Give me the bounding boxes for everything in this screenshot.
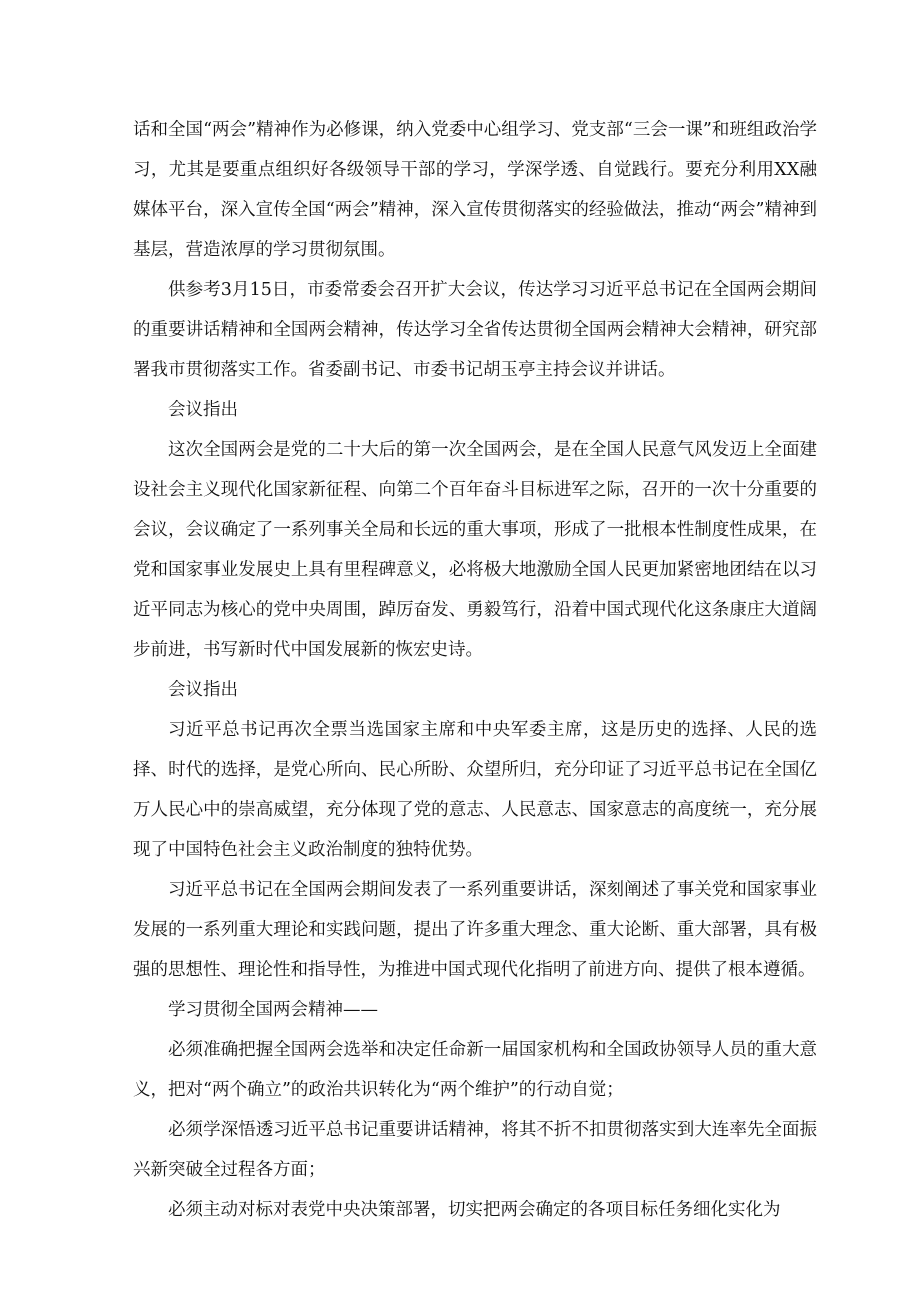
- paragraph-important-speeches: 习近平总书记在全国两会期间发表了一系列重要讲话，深刻阐述了事关党和国家事业发展的一系列重大理论和实践问题，提出了许多重大理念、重大论断、重大部署，具有极强的思想性、理论性和指导性，为推进中国式现代化指明了前进方向、提供了根本遵循。: [133, 880, 817, 980]
- paragraph-must-align: 必须主动对标对表党中央决策部署，切实把两会确定的各项目标任务细化实化为: [168, 1200, 781, 1220]
- paragraph-meeting-summary: 供参考3月15日，市委常委会召开扩大会议，传达学习习近平总书记在全国两会期间的重要讲话精神和全国两会精神，传达学习全省传达贯彻全国两会精神大会精神，研究部署我市贯彻落实工作。省委副书记、市委书记胡玉亭主持会议并讲话。: [133, 280, 817, 380]
- paragraph-must-grasp: 必须准确把握全国两会选举和决定任命新一届国家机构和全国政协领导人员的重大意义，把对“两个确立”的政治共识转化为“两个维护”的行动自觉；: [133, 1040, 817, 1100]
- section-heading-meeting-noted-1: 会议指出: [168, 400, 238, 420]
- paragraph-two-sessions-significance: 这次全国两会是党的二十大后的第一次全国两会，是在全国人民意气风发迈上全面建设社会主义现代化国家新征程、向第二个百年奋斗目标进军之际，召开的一次十分重要的会议，会议确定了一系列事关全局和长远的重大事项，形成了一批根本性制度性成果，在党和国家事业发展史上具有里程碑意义，必将极大地激励全国人民更加紧密地团结在以习近平同志为核心的党中央周围，踔厉奋发、勇毅笃行，沿着中国式现代化这条康庄大道阔步前进，书写新时代中国发展新的恢宏史诗。: [133, 440, 817, 660]
- paragraph-reelection: 习近平总书记再次全票当选国家主席和中央军委主席，这是历史的选择、人民的选择、时代的选择，是党心所向、民心所盼、众望所归，充分印证了习近平总书记在全国亿万人民心中的崇高威望，充分体现了党的意志、人民意志、国家意志的高度统一，充分展现了中国特色社会主义政治制度的独特优势。: [133, 720, 817, 860]
- paragraph-must-study: 必须学深悟透习近平总书记重要讲话精神，将其不折不扣贯彻落实到大连率先全面振兴新突破全过程各方面；: [133, 1120, 817, 1180]
- section-heading-study-spirit: 学习贯彻全国两会精神——: [168, 1000, 378, 1020]
- paragraph-continuation: 话和全国“两会”精神作为必修课，纳入党委中心组学习、党支部“三会一课”和班组政治学习，尤其是要重点组织好各级领导干部的学习，学深学透、自觉践行。要充分利用XX融媒体平台，深入宣传全国“两会”精神，深入宣传贯彻落实的经验做法，推动“两会”精神到基层，营造浓厚的学习贯彻氛围。: [133, 120, 817, 260]
- section-heading-meeting-noted-2: 会议指出: [168, 680, 238, 700]
- document-body: [133, 110, 817, 1230]
